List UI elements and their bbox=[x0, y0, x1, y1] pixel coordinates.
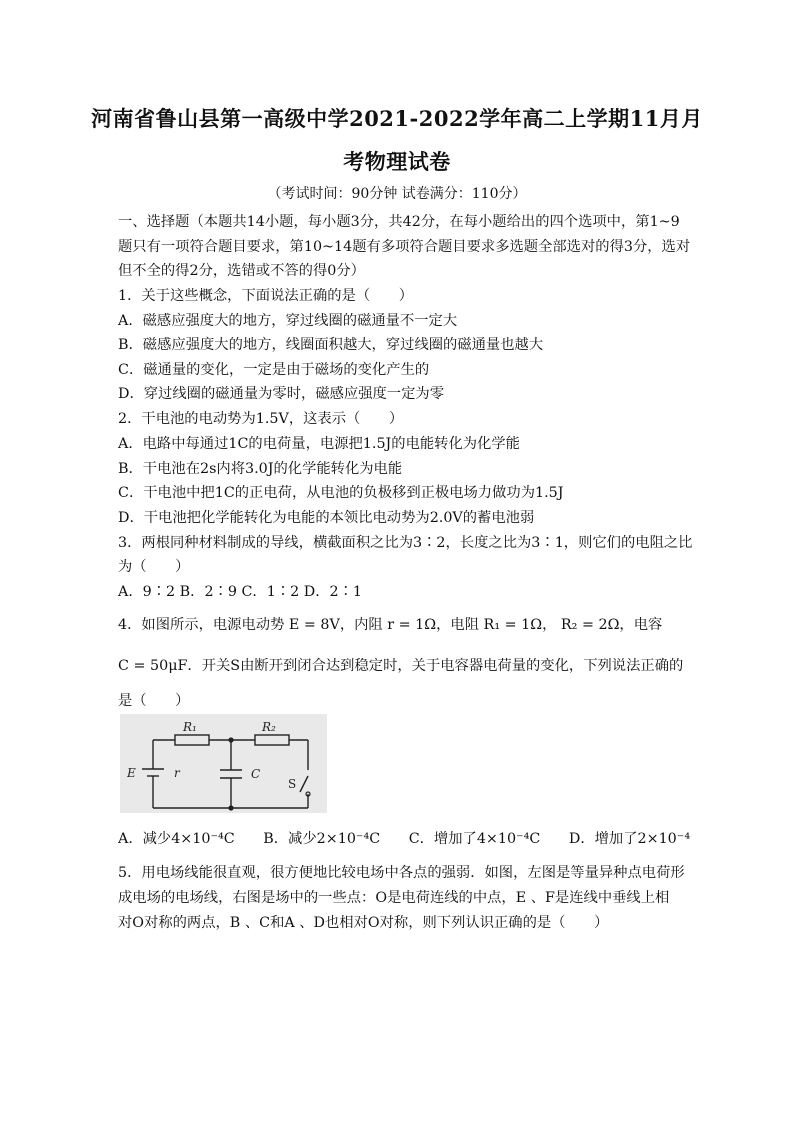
label-r1: R₁ bbox=[183, 720, 197, 734]
question-4-options bbox=[118, 828, 714, 848]
question-1-option-c: C．磁通量的变化，一定是由于磁场的变化产生的 bbox=[118, 362, 430, 378]
question-3-stem: 3．两根同种材料制成的导线，横截面积之比为3∶2，长度之比为3∶1，则它们的电阻之比 bbox=[118, 535, 693, 551]
question-3-stem-cont: 为（ ） bbox=[118, 559, 190, 575]
section-instruction-line: 但不全的得2分，选错或不答的得0分） bbox=[118, 263, 365, 279]
exam-title-line2: 考物理试卷 bbox=[343, 149, 451, 174]
question-3-options: A．9∶2 B．2∶9 C．1∶2 D．2∶1 bbox=[118, 584, 363, 600]
exam-info: （考试时间：90分钟 试卷满分：110分） bbox=[267, 186, 527, 202]
section-instruction-line: 题只有一项符合题目要求，第10~14题有多项符合题目要求多选题全部选对的得3分，选对 bbox=[118, 239, 691, 255]
question-2-stem: 2．干电池的电动势为1.5V，这表示（ ） bbox=[118, 411, 404, 427]
exam-title-line1: 河南省鲁山县第一高级中学2021-2022学年高二上学期11月月 bbox=[91, 106, 703, 131]
question-4-stem-end: 是（ ） bbox=[118, 693, 190, 709]
question-4-stem: 4．如图所示，电源电动势 E = 8V，内阻 r = 1Ω，电阻 R₁ = 1Ω， R₂ = 2Ω，电容 bbox=[118, 617, 663, 633]
resistor-r2 bbox=[255, 735, 289, 745]
question-2-option-a: A．电路中每通过1C的电荷量，电源把1.5J的电能转化为化学能 bbox=[118, 436, 520, 452]
question-1-stem: 1．关于这些概念，下面说法正确的是（ ） bbox=[118, 288, 414, 304]
label-r: r bbox=[174, 766, 180, 780]
question-4-option-d: D．增加了2×10⁻⁴ bbox=[568, 831, 691, 847]
question-2-option-d: D．干电池把化学能转化为电能的本领比电动势为2.0V的蓄电池弱 bbox=[118, 510, 535, 526]
question-2-option-c: C．干电池中把1C的正电荷，从电池的负极移到正极电场力做功为1.5J bbox=[118, 485, 564, 501]
question-5-stem-end: 对O对称的两点，B 、C和A 、D也相对O对称，则下列认识正确的是（ ） bbox=[118, 915, 609, 931]
question-1-option-b: B．磁感应强度大的地方，线圈面积越大，穿过线圈的磁通量也越大 bbox=[118, 337, 544, 353]
circuit-diagram bbox=[120, 714, 327, 813]
question-1-option-d: D．穿过线圈的磁通量为零时，磁感应强度一定为零 bbox=[118, 386, 444, 402]
question-1-option-a: A．磁感应强度大的地方，穿过线圈的磁通量不一定大 bbox=[118, 313, 458, 329]
label-r2: R₂ bbox=[262, 720, 276, 734]
label-s: S bbox=[288, 777, 297, 791]
question-5-stem-cont: 成电场的电场线，右图是场中的一些点：O是电荷连线的中点，E 、F是连线中垂线上相 bbox=[118, 890, 670, 906]
question-4-stem-cont: C = 50μF．开关S由断开到闭合达到稳定时，关于电容器电荷量的变化，下列说法正确的 bbox=[118, 658, 684, 674]
question-4-option-c: C．增加了4×10⁻⁴C bbox=[408, 831, 541, 847]
question-5-stem: 5．用电场线能很直观，很方便地比较电场中各点的强弱．如图，左图是等量异种点电荷形 bbox=[118, 865, 685, 881]
question-4-option-a: A．减少4×10⁻⁴C bbox=[118, 831, 235, 847]
section-instruction-line: 一、选择题（本题共14小题，每小题3分，共42分，在每小题给出的四个选项中，第1~9 bbox=[118, 214, 680, 230]
label-e: E bbox=[127, 766, 136, 780]
question-2-option-b: B．干电池在2s内将3.0J的化学能转化为电能 bbox=[118, 461, 403, 477]
question-4-option-b: B．减少2×10⁻⁴C bbox=[263, 831, 381, 847]
resistor-r1 bbox=[175, 735, 209, 745]
label-c: C bbox=[251, 767, 261, 781]
